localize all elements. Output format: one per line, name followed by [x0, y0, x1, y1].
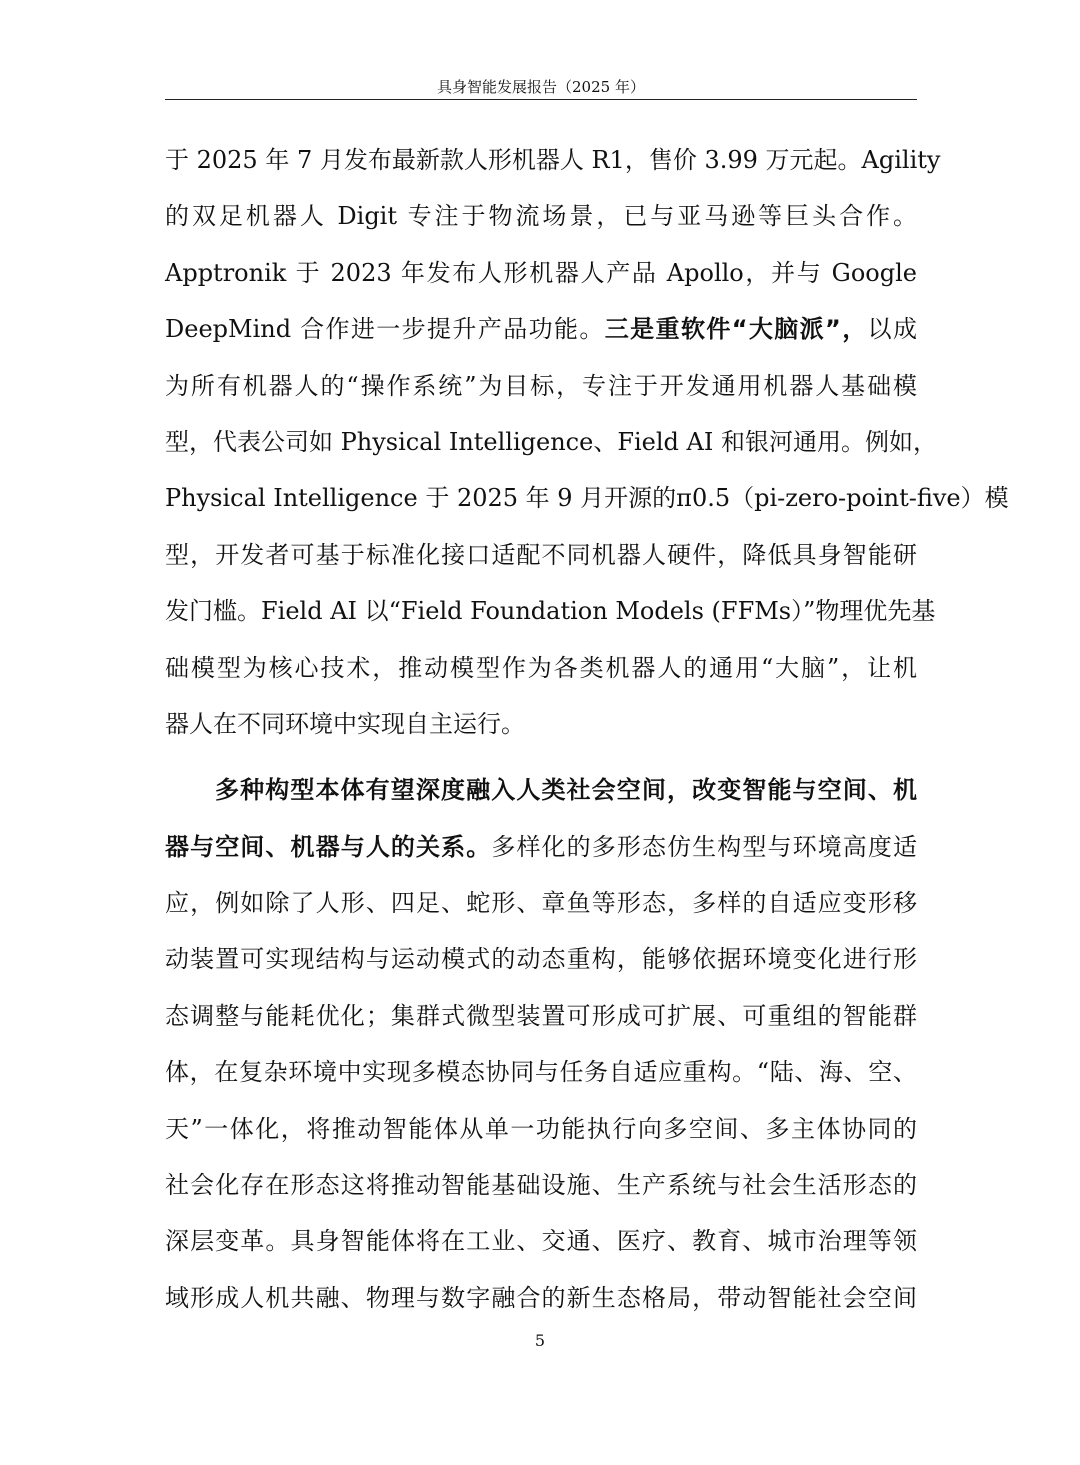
bold-emphasis: 三是重软件“大脑派”，	[604, 315, 868, 344]
paragraph-1	[165, 132, 1009, 752]
text-line: 础模型为核心技术，推动模型作为各类机器人的通用“大脑”，让机	[165, 653, 917, 682]
text-line: 发门槛。Field AI 以“Field Foundation Models (FFMs）”物理优先基	[165, 597, 936, 626]
text-line: 天”一体化，将推动智能体从单一功能执行向多空间、多主体协同的	[165, 1114, 917, 1143]
text-line: 态调整与能耗优化；集群式微型装置可形成可扩展、可重组的智能群	[165, 1001, 917, 1030]
text-line: 为所有机器人的“操作系统”为目标，专注于开发通用机器人基础模	[165, 371, 917, 400]
paragraph-2	[165, 762, 917, 1326]
text-line: 型，代表公司如 Physical Intelligence、Field AI 和银河通用。例如，	[165, 427, 937, 456]
text-line	[165, 762, 917, 818]
text-line: 社会化存在形态这将推动智能基础设施、生产系统与社会生活形态的	[165, 1171, 917, 1200]
text-line: Apptronik 于 2023 年发布人形机器人产品 Apollo，并与 Google	[165, 258, 917, 287]
text-run: 以成	[867, 315, 918, 344]
text-run: DeepMind 合作进一步提升产品功能。	[165, 315, 605, 344]
page-header: 具身智能发展报告（2025 年）	[437, 78, 645, 96]
text-line: 器人在不同环境中实现自主运行。	[165, 709, 525, 738]
text-line: 域形成人机共融、物理与数字融合的新生态格局，带动智能社会空间	[165, 1283, 917, 1312]
page-number: 5	[534, 1331, 546, 1350]
text-run: 多样化的多形态仿生构型与环境高度适	[491, 832, 917, 861]
text-line: Physical Intelligence 于 2025 年 9 月开源的π0.5（pi-zero-point-five）模	[165, 484, 1009, 513]
text-line: 应，例如除了人形、四足、蛇形、章鱼等形态，多样的自适应变形移	[165, 889, 917, 918]
text-line: 型，开发者可基于标准化接口适配不同机器人硬件，降低具身智能研	[165, 540, 917, 569]
bold-emphasis: 多种构型本体有望深度融入人类社会空间，改变智能与空间、机	[215, 776, 917, 805]
text-line	[165, 301, 917, 357]
text-line: 体，在复杂环境中实现多模态协同与任务自适应重构。“陆、海、空、	[165, 1058, 917, 1087]
bold-emphasis: 器与空间、机器与人的关系。	[165, 832, 492, 861]
body-text	[165, 132, 1009, 1326]
text-line: 动装置可实现结构与运动模式的动态重构，能够依据环境变化进行形	[165, 945, 917, 974]
text-line: 于 2025 年 7 月发布最新款人形机器人 R1，售价 3.99 万元起。Agility	[165, 146, 941, 174]
text-line: 深层变革。具身智能体将在工业、交通、医疗、教育、城市治理等领	[165, 1227, 917, 1256]
text-line: 的双足机器人 Digit 专注于物流场景，已与亚马逊等巨头合作。	[165, 202, 917, 231]
header-rule	[165, 99, 917, 100]
text-line	[165, 819, 917, 875]
